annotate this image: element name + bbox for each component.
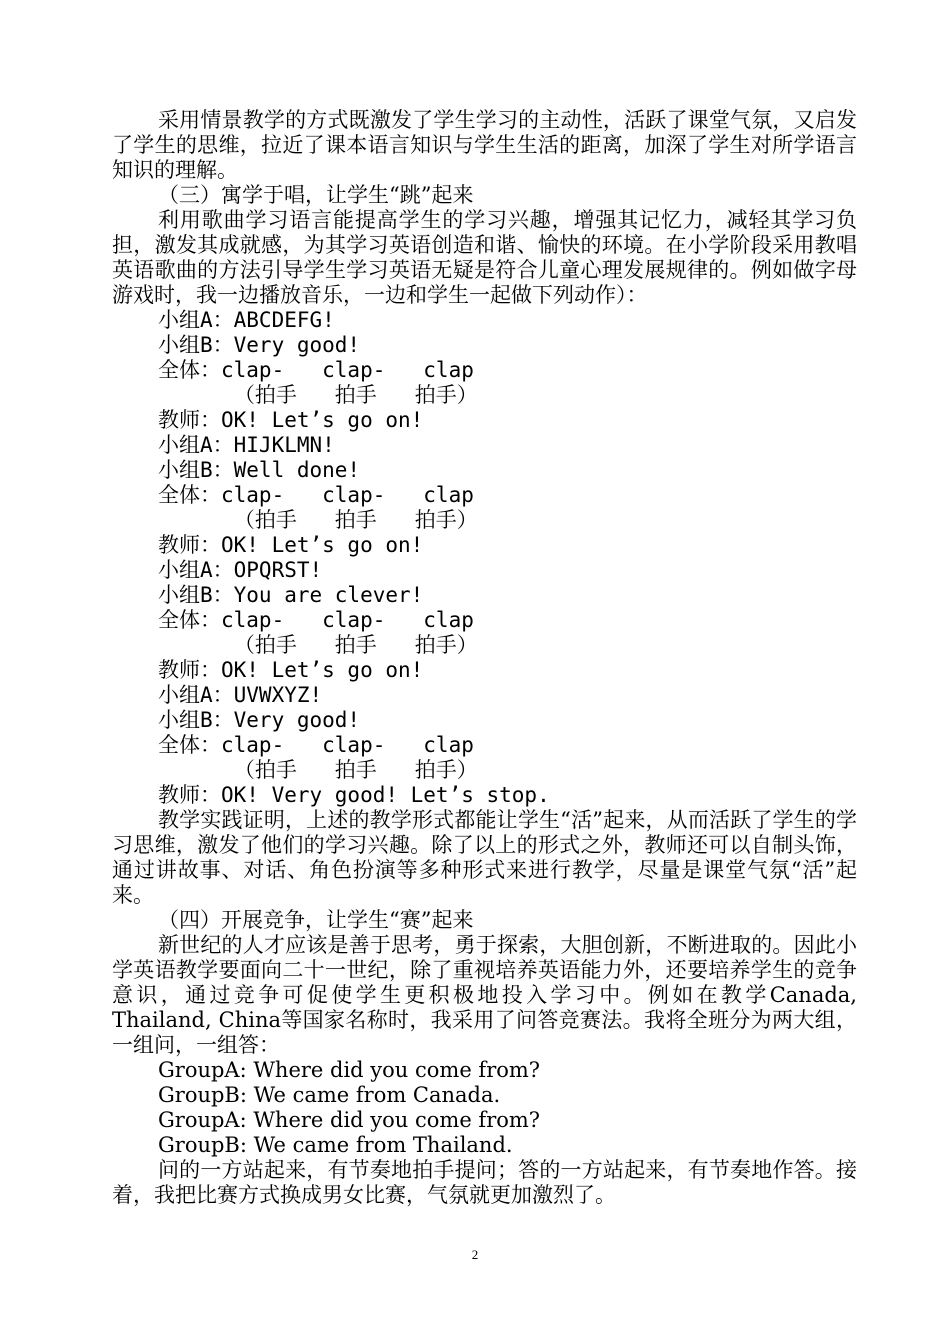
dialog-line: GroupB: We came from Canada. — [158, 1083, 501, 1107]
chant-line: 教师：OK! Let’s go on! — [158, 533, 424, 557]
chant-line: 教师：OK! Very good! Let’s stop. — [158, 783, 550, 807]
dialog-script — [112, 1058, 857, 1158]
chant-line: 全体：clap- clap- clap — [158, 608, 474, 632]
chant-line: （拍手 拍手 拍手） — [158, 383, 478, 407]
paragraph-situational-teaching: 采用情景教学的方式既激发了学生学习的主动性，活跃了课堂气氛，又启发了学生的思维，拉近了课本语言知识与学生生活的距离，加深了学生对所学语言知识的理解。 — [112, 108, 857, 182]
chant-line: （拍手 拍手 拍手） — [158, 758, 478, 782]
chant-line: 教师：OK! Let’s go on! — [158, 658, 424, 682]
chant-line: 小组B：Very good! — [158, 708, 361, 732]
section-heading-4: （四）开展竞争，让学生“赛”起来 — [158, 908, 474, 932]
paragraph-rhythm: 问的一方站起来，有节奏地拍手提问；答的一方站起来，有节奏地作答。接着，我把比赛方式换成男女比赛，气氛就更加激烈了。 — [112, 1158, 857, 1207]
document-body — [112, 108, 857, 1208]
chant-line: 小组B：You are clever! — [158, 583, 424, 607]
chant-line: 教师：OK! Let’s go on! — [158, 408, 424, 432]
chant-line: 小组A：OPQRST! — [158, 558, 323, 582]
chant-script — [112, 308, 857, 808]
dialog-line: GroupA: Where did you come from? — [158, 1108, 541, 1132]
paragraph-songs: 利用歌曲学习语言能提高学生的学习兴趣，增强其记忆力，减轻其学习负担，激发其成就感，为其学习英语创造和谐、愉快的环境。在小学阶段采用教唱英语歌曲的方法引导学生学习英语无疑是符合儿童心理发展规律的。例如做字母游戏时，我一边播放音乐，一边和学生一起做下列动作）： — [112, 208, 857, 307]
paragraph-practice-proves: 教学实践证明，上述的教学形式都能让学生“活”起来，从而活跃了学生的学习思维，激发了他们的学习兴趣。除了以上的形式之外，教师还可以自制头饰，通过讲故事、对话、角色扮演等多种形式来进行教学，尽量是课堂气氛“活”起来。 — [112, 808, 857, 907]
chant-line: 小组A：HIJKLMN! — [158, 433, 335, 457]
dialog-line: GroupA: Where did you come from? — [158, 1058, 541, 1082]
paragraph-competition: 新世纪的人才应该是善于思考，勇于探索，大胆创新，不断进取的。因此小学英语教学要面向二十一世纪，除了重视培养英语能力外，还要培养学生的竞争意识，通过竞争可促使学生更积极地投入学习中。例如在教学Canada, Thailand, China等国家名称时，我采用了问答竞赛法。我将全班分为两大组，一组问，一组答： — [112, 933, 857, 1057]
chant-line: 全体：clap- clap- clap — [158, 358, 474, 382]
chant-line: （拍手 拍手 拍手） — [158, 508, 478, 532]
chant-line: 小组B：Well done! — [158, 458, 361, 482]
chant-line: （拍手 拍手 拍手） — [158, 633, 478, 657]
chant-line: 小组B：Very good! — [158, 333, 361, 357]
chant-line: 全体：clap- clap- clap — [158, 483, 474, 507]
page-number: 2 — [471, 1247, 479, 1262]
chant-line: 小组A：UVWXYZ! — [158, 683, 323, 707]
chant-line: 小组A：ABCDEFG! — [158, 308, 335, 332]
chant-line: 全体：clap- clap- clap — [158, 733, 474, 757]
dialog-line: GroupB: We came from Thailand. — [158, 1133, 513, 1157]
section-heading-3: （三）寓学于唱，让学生“跳”起来 — [158, 183, 474, 207]
